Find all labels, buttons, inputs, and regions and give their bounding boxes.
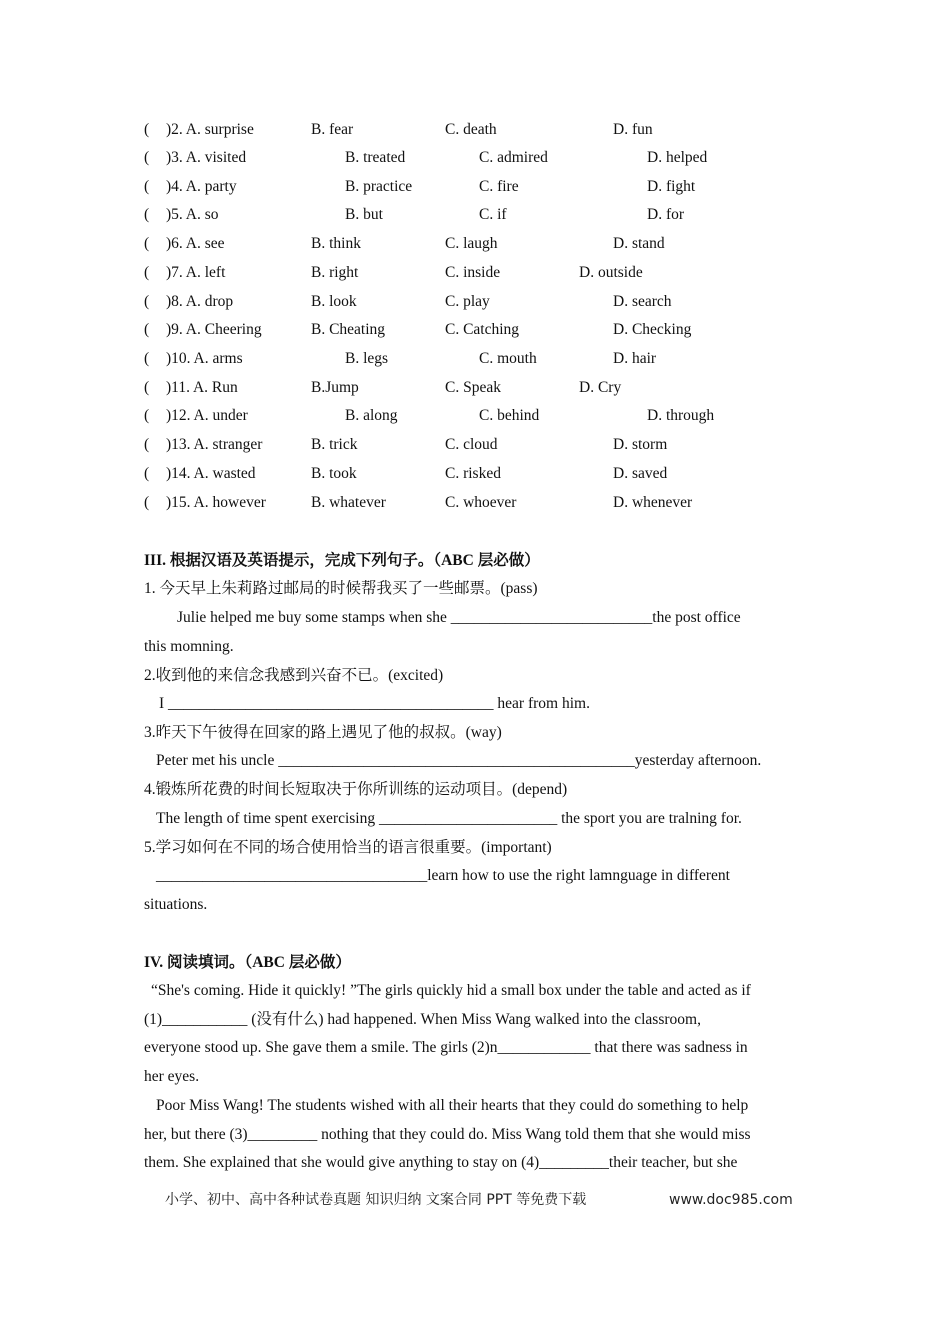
option-c: C. cloud	[445, 436, 498, 453]
option-b: B. trick	[311, 436, 358, 453]
option-a: )7. A. left	[166, 264, 226, 281]
option-d: D. hair	[613, 350, 657, 367]
option-b: B. fear	[311, 121, 354, 138]
question-1-prompt: 1. 今天早上朱莉路过邮局的时候帮我买了一些邮票。(pass)	[144, 580, 538, 597]
option-b: B. legs	[345, 350, 389, 367]
option-a: )4. A. party	[166, 178, 237, 195]
option-d: D. fight	[647, 178, 696, 195]
option-d: D. for	[647, 206, 685, 223]
passage-line: Poor Miss Wang! The students wished with all their hearts that they could do something to help	[156, 1097, 749, 1114]
option-b: B. Cheating	[311, 321, 386, 338]
footer-url[interactable]: www.doc985.com	[669, 1192, 793, 1208]
question-1-sentence: Julie helped me buy some stamps when she __________________________the post office	[177, 609, 741, 626]
passage-line: her, but there (3)_________ nothing that they could do. Miss Wang told them that she would miss	[144, 1126, 751, 1143]
option-a: )13. A. stranger	[166, 436, 263, 453]
answer-blank[interactable]: (	[144, 350, 150, 367]
option-d: D. Checking	[613, 321, 692, 338]
option-b: B. practice	[345, 178, 413, 195]
option-a: )6. A. see	[166, 235, 225, 252]
question-2-sentence: I __________________________________________ hear from him.	[159, 695, 590, 712]
answer-blank[interactable]: (	[144, 149, 150, 166]
answer-blank[interactable]: (	[144, 321, 150, 338]
option-a: )8. A. drop	[166, 293, 234, 310]
section-4-heading: IV. 阅读填词。（ABC 层必做）	[144, 954, 351, 971]
option-d: D. stand	[613, 235, 665, 252]
passage-line: “She's coming. Hide it quickly! ”The girls quickly hid a small box under the table and acted as if	[151, 982, 751, 999]
option-c: C. mouth	[479, 350, 537, 367]
option-d: D. Cry	[579, 379, 622, 396]
option-a: )12. A. under	[166, 407, 248, 424]
answer-blank[interactable]: (	[144, 178, 150, 195]
option-c: C. if	[479, 206, 507, 223]
option-a: )3. A. visited	[166, 149, 247, 166]
answer-blank[interactable]: (	[144, 379, 150, 396]
passage-line: (1)___________ (没有什么) had happened. When Miss Wang walked into the classroom,	[144, 1011, 701, 1028]
option-c: C. fire	[479, 178, 519, 195]
passage-line: everyone stood up. She gave them a smile. The girls (2)n____________ that there was sadness in	[144, 1039, 748, 1056]
option-a: )15. A. however	[166, 494, 266, 511]
option-c: C. inside	[445, 264, 501, 281]
answer-blank[interactable]: (	[144, 293, 150, 310]
option-d: D. outside	[579, 264, 643, 281]
option-c: C. play	[445, 293, 490, 310]
question-5-sentence: ___________________________________learn how to use the right lamnguage in different	[156, 867, 730, 884]
option-d: D. saved	[613, 465, 668, 482]
option-d: D. search	[613, 293, 672, 310]
option-b: B. right	[311, 264, 359, 281]
answer-blank[interactable]: (	[144, 494, 150, 511]
answer-blank[interactable]: (	[144, 436, 150, 453]
option-b: B. treated	[345, 149, 406, 166]
option-a: )14. A. wasted	[166, 465, 256, 482]
answer-blank[interactable]: (	[144, 407, 150, 424]
option-d: D. through	[647, 407, 715, 424]
answer-blank[interactable]: (	[144, 465, 150, 482]
option-a: )10. A. arms	[166, 350, 243, 367]
option-d: D. helped	[647, 149, 708, 166]
option-d: D. whenever	[613, 494, 693, 511]
option-c: C. behind	[479, 407, 540, 424]
option-d: D. fun	[613, 121, 653, 138]
question-5-prompt: 5.学习如何在不同的场合使用恰当的语言很重要。(important)	[144, 839, 552, 856]
option-b: B. along	[345, 407, 398, 424]
question-3-sentence: Peter met his uncle ______________________________________________yesterday afternoon.	[156, 752, 762, 769]
footer-text: 小学、初中、高中各种试卷真题 知识归纳 文案合同 PPT 等免费下载	[165, 1192, 587, 1208]
section-3-heading: III. 根据汉语及英语提示，完成下列句子。（ABC 层必做）	[144, 552, 540, 569]
option-c: C. laugh	[445, 235, 498, 252]
passage-line: them. She explained that she would give anything to stay on (4)_________their teacher, but she	[144, 1154, 738, 1171]
option-a: )11. A. Run	[166, 379, 238, 396]
answer-blank[interactable]: (	[144, 235, 150, 252]
option-a: )5. A. so	[166, 206, 219, 223]
option-c: C. death	[445, 121, 497, 138]
question-1-sentence-cont: this momning.	[144, 638, 234, 655]
option-b: B. whatever	[311, 494, 386, 511]
option-d: D. storm	[613, 436, 668, 453]
option-c: C. risked	[445, 465, 501, 482]
answer-blank[interactable]: (	[144, 264, 150, 281]
option-c: C. admired	[479, 149, 548, 166]
option-a: )2. A. surprise	[166, 121, 254, 138]
option-b: B. think	[311, 235, 361, 252]
answer-blank[interactable]: (	[144, 121, 150, 138]
option-b: B. took	[311, 465, 357, 482]
passage-line: her eyes.	[144, 1068, 200, 1085]
option-b: B.Jump	[311, 379, 359, 396]
option-c: C. Speak	[445, 379, 501, 396]
option-c: C. Catching	[445, 321, 520, 338]
answer-blank[interactable]: (	[144, 206, 150, 223]
question-4-prompt: 4.锻炼所花费的时间长短取决于你所训练的运动项目。(depend)	[144, 781, 568, 798]
question-2-prompt: 2.收到他的来信念我感到兴奋不已。(excited)	[144, 667, 444, 684]
option-a: )9. A. Cheering	[166, 321, 262, 338]
question-3-prompt: 3.昨天下午彼得在回家的路上遇见了他的叔叔。(way)	[144, 724, 502, 741]
option-c: C. whoever	[445, 494, 517, 511]
question-4-sentence: The length of time spent exercising _______________________ the sport you are tralning for.	[156, 810, 742, 827]
option-b: B. look	[311, 293, 357, 310]
option-b: B. but	[345, 206, 383, 223]
question-5-sentence-cont: situations.	[144, 896, 208, 913]
